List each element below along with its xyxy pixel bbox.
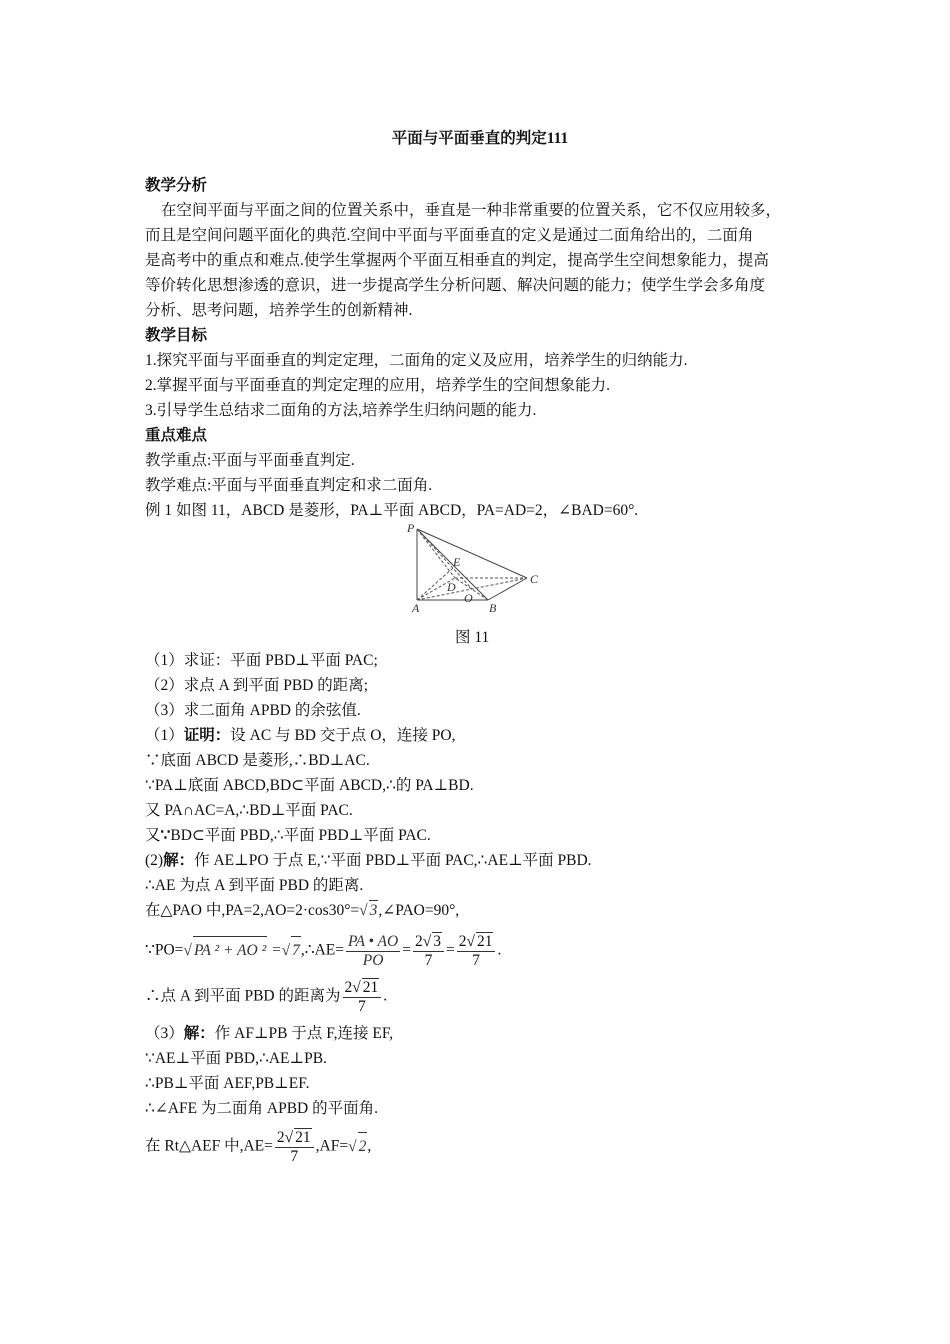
edge-PO [417,529,472,589]
frac3-den: 7 [472,952,480,969]
sol2-3b: ,∠PAO=90°, [378,902,460,919]
frac2-rad: 3 [433,933,441,950]
edge-PD [417,529,455,578]
goals-heading: 教学目标 [145,327,208,344]
label-E: E [453,555,461,569]
proof-5-c: BD⊂平面 PBD,∴平面 PBD⊥平面 PAC. [170,827,431,844]
sol3-5-end: , [367,1137,372,1155]
proof-line-4: 又 PA∩AC=A,∴BD⊥平面 PAC. [145,802,353,819]
question-2: （2）求点 A 到平面 PBD 的距离; [145,677,369,694]
sqrt2-radicand: 2 [358,1132,368,1161]
solution2-line-5 [145,978,387,1016]
analysis-line-2: 而且是空间问题平面化的典范.空间中平面与平面垂直的定义是通过二面角给出的，二面角 [145,227,754,244]
question-3: （3）求二面角 APBD 的余弦值. [145,702,361,719]
fraction-2sqrt3-7 [413,932,444,970]
sol2-label: 解： [163,852,195,869]
key-difficulty: 教学难点:平面与平面垂直判定和求二面角. [145,477,433,494]
solution3-line-1 [145,1024,393,1044]
po-sqrt-expr: √ PA ² + AO ² [183,942,267,959]
ae-den: 7 [290,1148,299,1165]
fraction-2sqrt21-7 [457,932,496,970]
frac3-coef: 2 [458,933,467,950]
sqrt2-expr: √ 2 [348,1138,367,1155]
fraction-pa-ao-po [346,933,400,970]
solution3-line-4: ∴∠AFE 为二面角 APBD 的平面角. [145,1100,378,1117]
label-A: A [412,601,420,615]
document-title: 平面与平面垂直的判定111 [391,130,569,147]
because-symbol: ∵ [160,827,171,844]
sol3-5b: ,AF= [315,1137,349,1155]
frac1-num: PA • AO [347,932,399,950]
ae-fraction [275,1128,314,1166]
label-C: C [530,572,539,586]
sqrt3-radicand: 3 [369,902,378,919]
analysis-line-1: 在空间平面与平面之间的位置关系中，垂直是一种非常重要的位置关系，它不仅应用较多， [161,202,782,219]
sqrt7-expr: √ 7 [282,942,301,959]
ae-rad: 21 [295,1129,311,1146]
sol2-4-end: . [497,941,502,959]
proof-line-5 [145,826,431,846]
label-D: D [447,580,456,594]
sol2-3a: 在△PAO 中,PA=2,AO=2·cos30°= [145,902,360,919]
solution3-line-3: ∴PB⊥平面 AEF,PB⊥EF. [145,1075,310,1092]
sol3-5a: 在 Rt△AEF 中,AE= [145,1137,273,1155]
proof-line-2: ∵底面 ABCD 是菱形,∴BD⊥AC. [145,752,370,769]
sol2-4a: ∵PO= [145,941,184,959]
dist-num: 2√ 21 [343,978,382,998]
ae-num: 2√ 21 [275,1128,314,1148]
label-P: P [407,521,415,535]
frac3-num: 2√ 21 [457,932,496,952]
solution2-line-3 [145,900,459,921]
label-B: B [489,601,497,615]
solution2-line-2: ∴AE 为点 A 到平面 PBD 的距离. [145,877,364,894]
figure-caption: 图 11 [455,629,490,646]
dist-rad: 21 [362,979,379,996]
dist-coef: 2 [344,979,353,996]
edge-PC [417,529,527,578]
equals-sign: = [271,941,282,959]
sol3-label: 解： [183,1025,215,1042]
proof-line-3: ∵PA⊥底面 ABCD,BD⊂平面 ABCD,∴的 PA⊥BD. [145,777,474,794]
sol2-text: 作 AE⊥PO 于点 E,∵平面 PBD⊥平面 PAC,∴AE⊥平面 PBD. [194,852,592,869]
frac2-den: 7 [424,952,433,969]
goal-item-1: 1.探究平面与平面垂直的判定定理，二面角的定义及应用，培养学生的归纳能力. [145,352,688,369]
goal-item-3: 3.引导学生总结求二面角的方法,培养学生归纳问题的能力. [145,402,537,419]
key-focus: 教学重点:平面与平面垂直判定. [145,452,355,469]
solution2-line-1 [145,851,592,871]
solution3-line-5 [145,1128,371,1166]
sqrt7-radicand: 7 [291,936,301,965]
proof-text: 设 AC 与 BD 交于点 O，连接 PO, [230,727,456,744]
analysis-line-5: 分析、思考问题，培养学生的创新精神. [145,302,413,319]
example-statement: 例 1 如图 11，ABCD 是菱形，PA⊥平面 ABCD，PA=AD=2，∠BAD=60°. [145,502,639,519]
sol3-text: 作 AF⊥PB 于点 F,连接 EF, [214,1025,394,1042]
pyramid-figure [405,520,555,620]
sol2-prefix: (2) [145,852,164,869]
analysis-line-3: 是高考中的重点和难点.使学生掌握两个平面互相垂直的判定，提高学生空间想象能力，提高 [145,252,769,269]
analysis-heading: 教学分析 [145,177,208,194]
goal-item-2: 2.掌握平面与平面垂直的判定定理的应用，培养学生的空间想象能力. [145,377,611,394]
label-O: O [464,591,473,605]
ae-coef: 2 [276,1129,285,1146]
proof-line-1 [145,726,455,746]
proof-5-a: 又 [145,827,161,844]
sol3-prefix: （3） [145,1025,184,1042]
distance-fraction [343,978,382,1016]
solution2-line-4: ∵PO=√ PA ² + AO ² =√ 7,∴AE= $\frac{PA • AO}{PO}$ = $\frac{2√ 3}{7}$ = $\frac{2√ 21}{7}$ . [145,932,502,969]
sqrt3-expr: √ 3 [359,902,378,919]
analysis-line-4: 等价转化思想渗透的意识，进一步提高学生分析问题、解决问题的能力；使学生学会多角度 [145,277,766,294]
edge-BC [488,578,527,600]
dist-den: 7 [358,998,366,1015]
sol2-5-end: . [383,987,388,1005]
frac2-coef: 2 [414,933,423,950]
sol2-4b: ,∴AE= [300,941,344,959]
question-1: （1）求证：平面 PBD⊥平面 PAC; [145,652,378,669]
sol2-5a: ∴点 A 到平面 PBD 的距离为 [145,987,341,1005]
po-radicand: PA ² + AO ² [193,936,267,965]
proof-prefix: （1） [145,727,184,744]
proof-label: 证明： [183,727,231,744]
frac2-num: 2√ 3 [413,932,444,952]
key-points-heading: 重点难点 [145,427,208,444]
frac1-den: PO [362,951,384,969]
solution3-line-2: ∵AE⊥平面 PBD,∴AE⊥PB. [145,1050,327,1067]
frac3-rad: 21 [476,933,493,950]
